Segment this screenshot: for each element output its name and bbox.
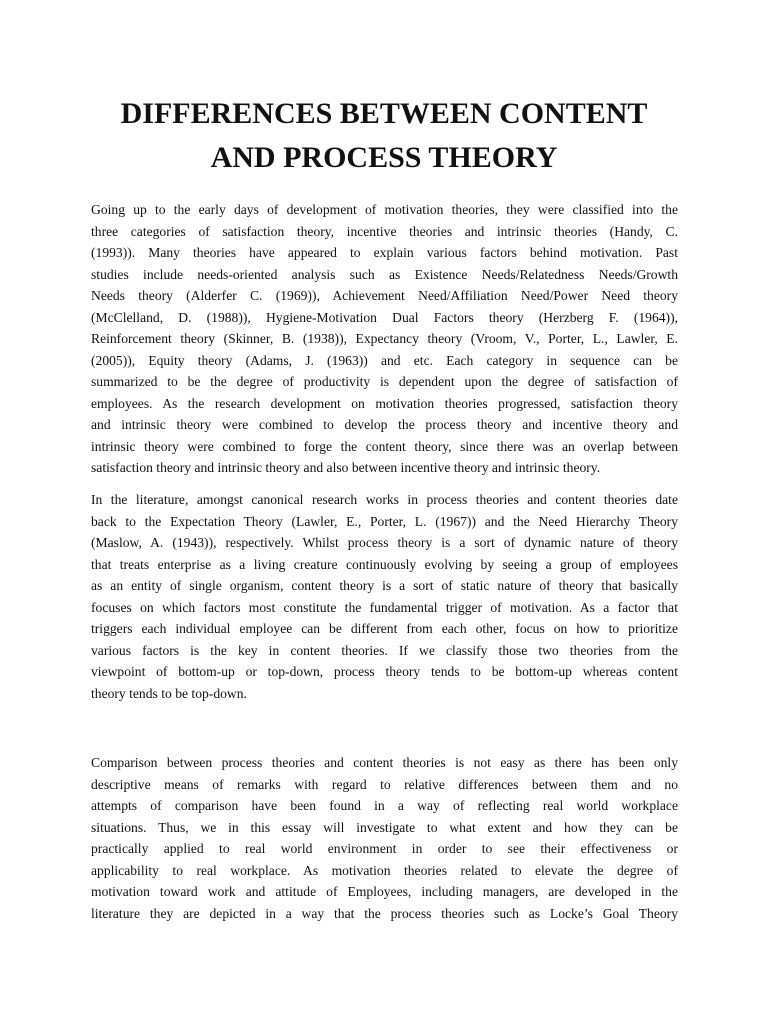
- text-line: back to the Expectation Theory (Lawler, E., Porter, L. (1967)) and the Need Hierarchy Theory: [91, 513, 678, 529]
- text-line: practically applied to real world environment in order to see their effectiveness or: [91, 841, 678, 856]
- document-title: [60, 92, 708, 180]
- text-line: situations. Thus, we in this essay will investigate to what extent and how they can be: [91, 819, 678, 835]
- text-line: studies include needs-oriented analysis such as Existence Needs/Relatedness Needs/Growth: [91, 266, 678, 282]
- text-line: triggers each individual employee can be different from each other, focus on how to prioritize: [91, 621, 678, 636]
- text-line: intrinsic theory were combined to forge the content theory, since there was an overlap between: [91, 438, 678, 454]
- text-line: summarized to be the degree of productivity is dependent upon the degree of satisfaction of: [91, 374, 678, 389]
- text-line: (McClelland, D. (1988)), Hygiene-Motivation Dual Factors theory (Herzberg F. (1964)),: [91, 309, 678, 325]
- text-line: satisfaction theory and intrinsic theory and also between incentive theory and intrinsic theory.: [91, 460, 601, 475]
- title-line: DIFFERENCES BETWEEN CONTENT: [120, 97, 648, 130]
- text-line: descriptive means of remarks with regard to relative differences between them and no: [91, 776, 678, 792]
- text-line: various factors is the key in content theories. If we classify those two theories from the: [91, 642, 678, 658]
- text-line: three categories of satisfaction theory, incentive theories and intrinsic theories (Handy, C.: [91, 223, 678, 239]
- text-line: motivation toward work and attitude of Employees, including managers, are developed in the: [91, 884, 678, 899]
- text-line: Needs theory (Alderfer C. (1969)), Achievement Need/Affiliation Need/Power Need theory: [91, 288, 678, 303]
- text-line: that treats enterprise as a living creature continuously evolving by seeing a group of employees: [91, 556, 678, 572]
- text-line: (1993)). Many theories have appeared to explain various factors behind motivation. Past: [91, 245, 678, 260]
- paragraph-1: [91, 199, 678, 479]
- text-line: Reinforcement theory (Skinner, B. (1938)), Expectancy theory (Vroom, V., Porter, L., Lawler, E.: [91, 331, 678, 346]
- text-line: employees. As the research development on motivation theories progressed, satisfaction theory: [91, 395, 678, 411]
- text-line: as an entity of single organism, content theory is a sort of static nature of theory that basically: [91, 578, 678, 593]
- text-line: applicability to real workplace. As motivation theories related to elevate the degree of: [91, 862, 678, 878]
- paragraph-2: [91, 489, 678, 704]
- text-line: focuses on which factors most constitute the fundamental trigger of motivation. As a factor that: [91, 599, 678, 615]
- title-line: AND PROCESS THEORY: [210, 141, 558, 174]
- text-line: literature they are depicted in a way that the process theories such as Locke’s Goal Theory: [91, 905, 678, 921]
- text-line: Comparison between process theories and content theories is not easy as there has been only: [91, 755, 678, 770]
- text-line: Going up to the early days of development of motivation theories, they were classified into the: [91, 202, 678, 217]
- text-line: In the literature, amongst canonical research works in process theories and content theories date: [91, 492, 678, 507]
- text-line: (2005)), Equity theory (Adams, J. (1963)) and etc. Each category in sequence can be: [91, 352, 678, 368]
- text-line: (Maslow, A. (1943)), respectively. Whilst process theory is a sort of dynamic nature of theory: [91, 535, 678, 550]
- text-line: viewpoint of bottom-up or top-down, process theory tends to be bottom-up whereas content: [91, 664, 678, 679]
- text-line: theory tends to be top-down.: [91, 685, 247, 701]
- text-line: attempts of comparison have been found in a way of reflecting real world workplace: [91, 798, 678, 813]
- text-line: and intrinsic theory were combined to develop the process theory and incentive theory and: [91, 417, 678, 432]
- paragraph-3: [91, 752, 678, 924]
